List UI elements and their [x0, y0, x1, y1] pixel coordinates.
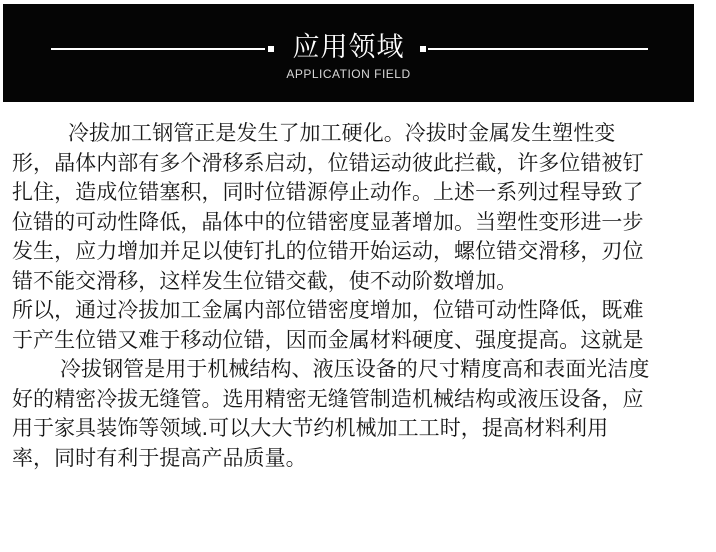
text-line: 发生，应力增加并足以使钉扎的位错开始运动，螺位错交滑移，刃位	[12, 239, 644, 263]
text-line: 位错的可动性降低，晶体中的位错密度显著增加。当塑性变形进一步	[12, 209, 644, 234]
body-text	[12, 119, 698, 473]
text-line: 用于家具装饰等领域.可以大大节约机械加工工时，提高材料利用	[12, 416, 609, 440]
banner-right-rule	[428, 48, 648, 50]
header-banner	[3, 4, 694, 102]
text-line: 所以，通过冷拔加工金属内部位错密度增加，位错可动性降低，既难	[12, 298, 644, 322]
banner-subtitle: APPLICATION FIELD	[286, 67, 411, 81]
text-line: 扎住，造成位错塞积，同时位错源停止动作。上述一系列过程导致了	[12, 180, 644, 204]
text-line: 形，晶体内部有多个滑移系启动，位错运动彼此拦截，许多位错被钉	[12, 150, 644, 175]
text-line: 冷拔加工钢管正是发生了加工硬化。冷拔时金属发生塑性变	[68, 121, 616, 145]
banner-right-dot	[420, 46, 426, 52]
text-line: 率，同时有利于提高产品质量。	[12, 445, 307, 470]
banner-title: 应用领域	[292, 32, 405, 63]
text-line: 好的精密冷拔无缝管。选用精密无缝管制造机械结构或液压设备，应	[12, 386, 644, 411]
text-line: 错不能交滑移，这样发生位错交截，使不动阶数增加。	[12, 268, 518, 293]
text-line: 于产生位错又难于移动位错，因而金属材料硬度、强度提高。这就是	[12, 327, 644, 352]
text-line: 冷拔钢管是用于机械结构、液压设备的尺寸精度高和表面光洁度	[60, 357, 650, 381]
